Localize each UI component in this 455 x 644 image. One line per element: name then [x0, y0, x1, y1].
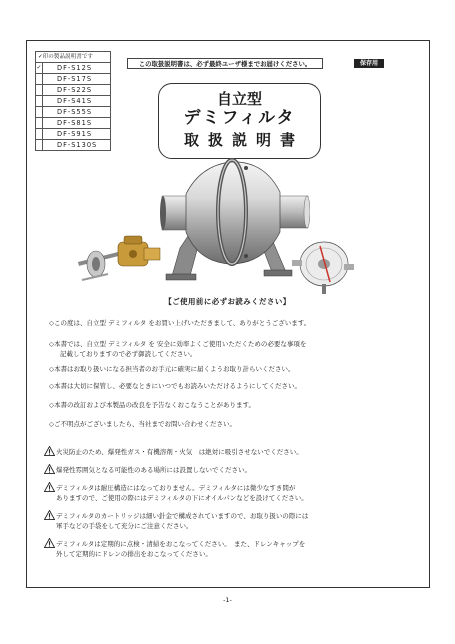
warning-text: デミフィルタは定期的に点検・清掃をおこなってください。 また、ドレンキャップを: [56, 540, 306, 548]
warning-icon: [44, 538, 55, 548]
intro-text: ◇ご不明点がございましたら、当社までお問い合わせください。: [49, 420, 236, 428]
warning-item: [44, 482, 399, 503]
warning-text: 火災防止のため、爆発性ガス・有機溶剤・火気 は絶対に吸引させないでください。: [56, 448, 303, 456]
intro-text-continued: 記載しておりますので必ず御読してください。: [60, 350, 197, 358]
title-line-3: 取扱説明書: [183, 131, 304, 149]
warning-item: [44, 446, 399, 457]
warning-text: デミフィルタは耐圧構造にはなっておりません。デミフィルタには微少なすき間が: [56, 484, 296, 492]
warning-icon: [44, 482, 55, 492]
model-item: DF-S12S: [43, 63, 111, 74]
page-number: -1-: [223, 596, 232, 604]
intro-text: ◇本書では、自立型 デミフィルタ を 安全に効率よくご使用いただくための必要な事項を: [49, 340, 307, 348]
warning-text-continued: 外して定期的にドレンの排出をおこなってください。: [56, 550, 212, 558]
checkbox-empty: [36, 140, 43, 151]
intro-text: ◇本書の改訂および本製品の改良を予告なくおこなうことがあります。: [49, 401, 255, 409]
intro-text: ◇本書は大切に保管し、必要なときにいつでもお読みいただけるようにしてください。: [49, 382, 301, 390]
warning-item: [44, 510, 399, 531]
model-item: DF-S91S: [43, 129, 111, 140]
checkbox-empty: [36, 74, 43, 85]
intro-text: ◇この度は、自立型 デミフィルタ をお買い上げいただきまして、ありがとうございます。: [49, 319, 311, 327]
model-table-header: ✓印の製品説明書です: [36, 52, 111, 63]
model-item: DF-S17S: [43, 74, 111, 85]
model-item: DF-S81S: [43, 118, 111, 129]
intro-paragraph: [49, 419, 399, 429]
intro-paragraph: [49, 381, 399, 391]
warning-icon: [44, 464, 55, 474]
warning-text-continued: 軍手などの手袋をして充分にご注意ください。: [56, 522, 193, 530]
warning-text: 爆発性雰囲気となる可能性のある場所には設置しないでください。: [56, 466, 251, 474]
checkbox-empty: [36, 96, 43, 107]
model-item: DF-S130S: [43, 140, 111, 151]
cartridge-image: [78, 234, 162, 292]
intro-paragraph: [49, 318, 399, 328]
intro-paragraph: [49, 364, 399, 374]
intro-paragraph: [49, 400, 399, 410]
checkbox-empty: [36, 118, 43, 129]
title-line-2: デミフィルタ: [183, 108, 296, 128]
read-first-heading: 【ご使用前に必ずお読みください】: [164, 297, 291, 306]
keep-badge: 保存用: [354, 59, 384, 68]
warning-item: [44, 464, 399, 475]
checkbox-empty: [36, 107, 43, 118]
checkbox-empty: [36, 129, 43, 140]
warning-item: [44, 538, 399, 559]
intro-text: ◇本書はお取り扱いになる担当者のお手元に確実に届くようお取り計らいください。: [49, 365, 295, 373]
intro-paragraph: [49, 339, 399, 359]
model-item: DF-S55S: [43, 107, 111, 118]
delivery-notice: この取扱説明書は、必ず最終ユーザ様までお届けください。: [127, 58, 323, 69]
warning-text: デミフィルタのカートリッジは細い針金で構成されていますので、お取り扱いの際には: [56, 512, 309, 520]
model-item: DF-S41S: [43, 96, 111, 107]
model-table: [35, 51, 111, 151]
warning-icon: [44, 446, 55, 456]
model-item: DF-S22S: [43, 85, 111, 96]
check-mark: ✓: [36, 63, 43, 74]
demister-filter-image: [160, 152, 310, 294]
warning-icon: [44, 510, 55, 520]
warning-text-continued: ありますので、ご使用の際にはデミフィルタの下にオイルパンなどを設けてください。: [56, 494, 308, 502]
opened-filter-image: [290, 238, 356, 296]
title-box: [158, 83, 321, 159]
title-line-1: 自立型: [216, 90, 262, 108]
checkbox-empty: [36, 85, 43, 96]
